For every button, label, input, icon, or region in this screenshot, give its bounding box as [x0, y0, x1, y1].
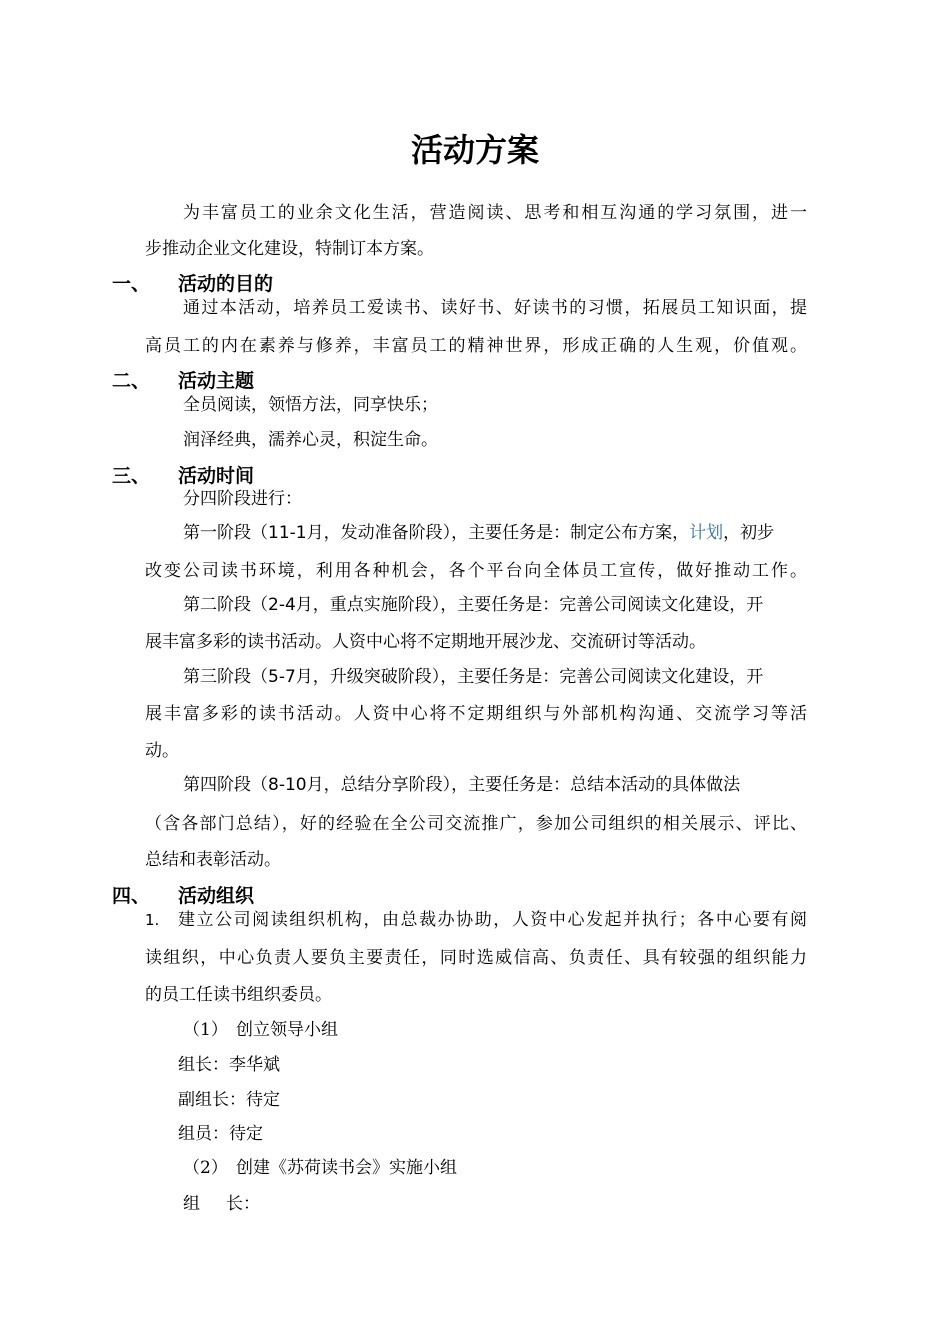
phase-2-prefix: 第二阶段（ [183, 595, 268, 615]
phase-3-months: 5-7 [268, 667, 296, 687]
section-2-line-1: 全员阅读，领悟方法，同享快乐； [183, 395, 438, 415]
phase-4-months: 8-10 [268, 775, 307, 795]
phase-1-line-2: 改变公司读书环境，利用各种机会，各个平台向全体员工宣传，做好推动工作。 [145, 561, 807, 581]
phase-1-prefix: 第一阶段（ [183, 523, 268, 543]
phase-4-rest: 月，总结分享阶段），主要任务是：总结本活动的具体做法 [306, 775, 741, 795]
section-2-number: 二、 [112, 370, 151, 392]
phase-1-rest: 月，发动准备阶段），主要任务是：制定公布方案， [306, 523, 690, 543]
intro-line-1: 为丰富员工的业余文化生活，营造阅读、思考和相互沟通的学习氛围，进一 [183, 203, 807, 223]
phase-4-line-3: 总结和表彰活动。 [145, 850, 281, 870]
sub-2-label: （2） [183, 1158, 228, 1178]
phase-2-months: 2-4 [268, 595, 296, 615]
item-1-line-2: 读组织，中心负责人要负主要责任，同时选威信高、负责任、具有较强的组织能力 [145, 948, 807, 968]
sub-1-text: 创立领导小组 [236, 1020, 338, 1040]
sub-1-label: （1） [183, 1020, 228, 1040]
section-3-number: 三、 [112, 465, 151, 487]
sub-2-leader-label-2: 长： [226, 1194, 260, 1214]
phase-4-line-1 [183, 773, 740, 797]
sub-1-members: 组员：待定 [178, 1124, 263, 1144]
section-2-line-2: 润泽经典，濡养心灵，积淀生命。 [183, 430, 438, 450]
phase-2-rest: 月，重点实施阶段），主要任务是：完善公司阅读文化建设，开 [295, 595, 764, 615]
phase-3-line-2: 展丰富多彩的读书活动。人资中心将不定期组织与外部机构沟通、交流学习等活 [145, 704, 807, 724]
section-2-heading: 活动主题 [178, 370, 255, 392]
item-1-line-1: 建立公司阅读组织机构，由总裁办协助，人资中心发起并执行；各中心要有阅 [178, 910, 807, 930]
phase-4-prefix: 第四阶段（ [183, 775, 268, 795]
section-1-line-1: 通过本活动，培养员工爱读书、读好书、好读书的习惯，拓展员工知识面，提 [183, 298, 807, 318]
phase-1-rest-after: ，初步 [723, 523, 775, 543]
phase-2-line-2: 展丰富多彩的读书活动。人资中心将不定期地开展沙龙、交流研讨等活动。 [145, 632, 706, 652]
section-1-number: 一、 [112, 273, 151, 295]
phase-1-months: 11-1 [268, 523, 307, 543]
intro-line-2: 步推动企业文化建设，特制订本方案。 [145, 239, 434, 259]
phase-2-line-1 [183, 593, 763, 617]
plan-link[interactable]: 计划 [689, 523, 724, 543]
phase-3-rest: 月，升级突破阶段），主要任务是：完善公司阅读文化建设，开 [295, 667, 764, 687]
sub-1-leader: 组长：李华斌 [178, 1055, 280, 1075]
section-4-heading: 活动组织 [178, 885, 255, 907]
sub-2-leader-label: 组 [183, 1194, 200, 1214]
document-title: 活动方案 [410, 131, 539, 169]
phase-3-prefix: 第三阶段（ [183, 667, 268, 687]
section-3-line-1: 分四阶段进行： [183, 489, 302, 509]
item-1-number: 1. [145, 911, 160, 929]
section-1-line-2: 高员工的内在素养与修养，丰富员工的精神世界，形成正确的人生观，价值观。 [145, 336, 807, 356]
phase-3-line-3: 动。 [145, 741, 179, 761]
section-1-heading: 活动的目的 [178, 273, 274, 295]
sub-2-text: 创建《苏荷读书会》实施小组 [236, 1158, 457, 1178]
phase-1-line-1 [183, 521, 774, 545]
item-1-line-3: 的员工任读书组织委员。 [145, 985, 332, 1005]
phase-3-line-1 [183, 665, 763, 689]
section-4-number: 四、 [112, 885, 151, 907]
sub-1-deputy: 副组长：待定 [178, 1090, 280, 1110]
phase-4-line-2: （含各部门总结），好的经验在全公司交流推广，参加公司组织的相关展示、评比、 [145, 814, 807, 834]
section-3-heading: 活动时间 [178, 465, 255, 487]
